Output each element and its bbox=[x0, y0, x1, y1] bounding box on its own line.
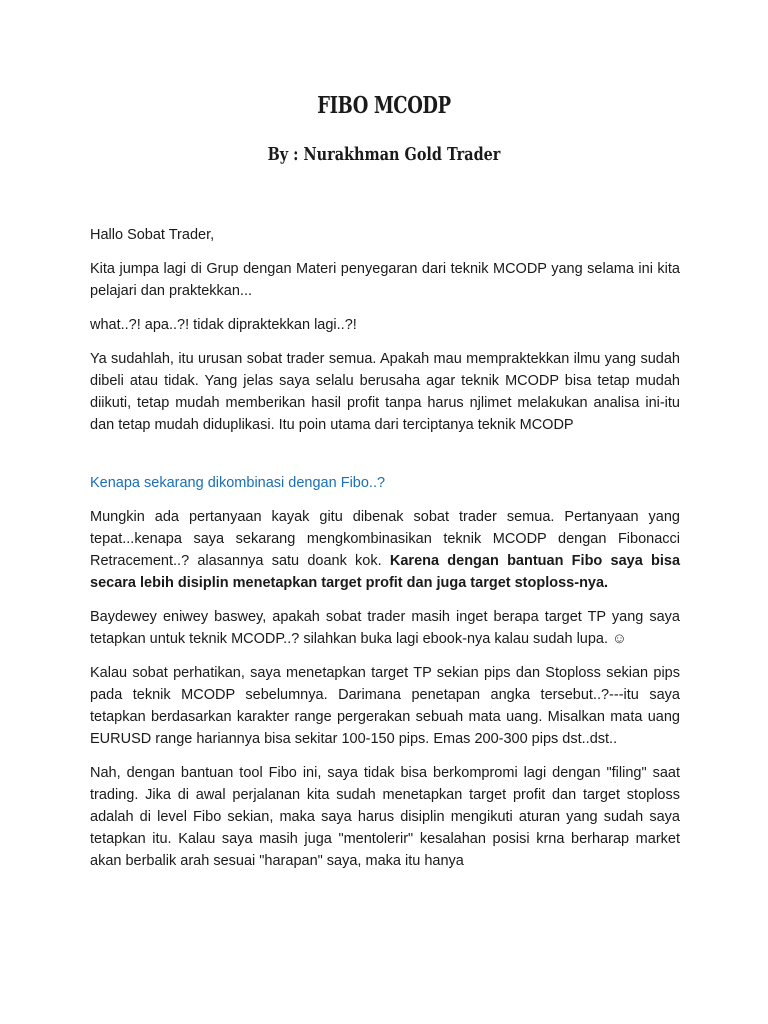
section-heading: Kenapa sekarang dikombinasi dengan Fibo..? bbox=[90, 475, 386, 491]
document-body bbox=[90, 224, 680, 884]
explanation-paragraph: Ya sudahlah, itu urusan sobat trader semua. Apakah mau mempraktekkan ilmu yang sudah dibeli atau tidak. Yang jelas saya selalu berusaha agar teknik MCODP bisa tetap mudah diikuti, tetap mudah memberikan hasil profit tanpa harus njlimet melakukan analisa ini-itu dan tetap mudah diduplikasi. Itu poin utama dari terciptanya teknik MCODP bbox=[90, 351, 680, 433]
reminder-paragraph: Baydewey eniwey baswey, apakah sobat trader masih inget berapa target TP yang saya tetapkan untuk teknik MCODP..? silahkan buka lagi ebook-nya kalau sudah lupa. ☺ bbox=[90, 609, 680, 647]
question-paragraph: what..?! apa..?! tidak dipraktekkan lagi..?! bbox=[90, 317, 357, 333]
greeting-paragraph: Hallo Sobat Trader, bbox=[90, 227, 215, 243]
document-title: FIBO MCODP bbox=[317, 92, 451, 119]
intro-paragraph: Kita jumpa lagi di Grup dengan Materi penyegaran dari teknik MCODP yang selama ini kita pelajari dan praktekkan... bbox=[90, 261, 680, 299]
discipline-paragraph: Nah, dengan bantuan tool Fibo ini, saya tidak bisa berkompromi lagi dengan "filing" saat trading. Jika di awal perjalanan kita sudah menetapkan target profit dan target stoploss adalah di level Fibo sekian, maka saya harus disiplin mengikuti aturan yang sudah saya tetapkan itu. Kalau saya masih juga "mentolerir" kesalahan posisi krna berharap market akan berbalik arah sesuai "harapan" saya, maka itu hanya bbox=[90, 765, 680, 869]
document-author: By : Nurakhman Gold Trader bbox=[267, 144, 501, 165]
reason-paragraph bbox=[90, 506, 680, 594]
reason-text: Mungkin ada pertanyaan kayak gitu dibenak sobat trader semua. Pertanyaan yang tepat...kenapa saya sekarang mengkombinasikan teknik MCODP dengan Fibonacci Retracement..? alasannya satu doank kok. bbox=[90, 509, 680, 569]
target-paragraph: Kalau sobat perhatikan, saya menetapkan target TP sekian pips dan Stoploss sekian pips pada teknik MCODP sebelumnya. Darimana penetapan angka tersebut..?---itu saya tetapkan berdasarkan karakter range pergerakan sebuah mata uang. Misalkan mata uang EURUSD range hariannya bisa sekitar 100-150 pips. Emas 200-300 pips dst..dst.. bbox=[90, 665, 680, 747]
reason-bold-text: Karena dengan bantuan Fibo saya bisa secara lebih disiplin menetapkan target profit dan juga target stoploss-nya. bbox=[90, 553, 681, 591]
